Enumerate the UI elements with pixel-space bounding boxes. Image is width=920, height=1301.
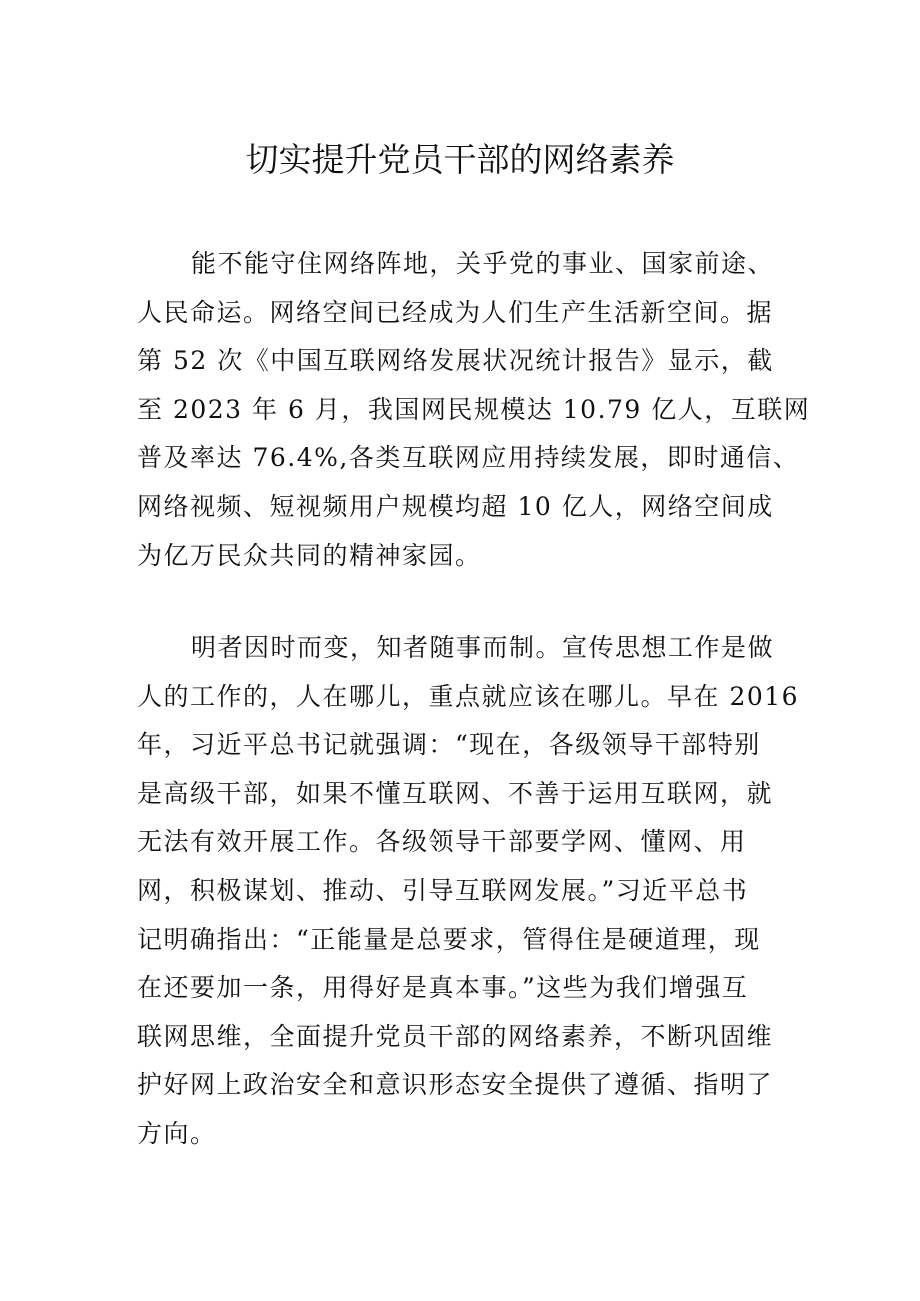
paragraph-line: 网络视频、短视频用户规模均超 10 亿人，网络空间成	[137, 491, 774, 521]
paragraph-line: 护好网上政治安全和意识形态安全提供了遵循、指明了	[137, 1070, 774, 1100]
paragraph-line: 无法有效开展工作。各级领导干部要学网、懂网、用	[137, 827, 747, 857]
paragraph-line: 记明确指出：“正能量是总要求，管得住是硬道理，现	[137, 924, 761, 954]
paragraph-line: 是高级干部，如果不懂互联网、不善于运用互联网，就	[137, 778, 774, 808]
paragraph-line: 人的工作的，人在哪儿，重点就应该在哪儿。早在 2016	[137, 681, 800, 711]
paragraph-line: 第 52 次《中国互联网络发展状况统计报告》显示，截	[137, 346, 774, 376]
paragraph-1	[137, 240, 811, 580]
paragraph-line: 普及率达 76.4%,各类互联网应用持续发展，即时通信、	[137, 443, 800, 473]
paragraph-line: 方向。	[137, 1118, 217, 1148]
paragraph-line: 网，积极谋划、推动、引导互联网发展。”习近平总书	[137, 875, 749, 905]
document-title: 切实提升党员干部的网络素养	[245, 140, 675, 179]
paragraph-line: 能不能守住网络阵地，关乎党的事业、国家前途、	[191, 249, 775, 278]
paragraph-line: 至 2023 年 6 月，我国网民规模达 10.79 亿人，互联网	[137, 394, 811, 424]
paragraph-line: 在还要加一条，用得好是真本事。”这些为我们增强互	[137, 973, 749, 1003]
paragraph-line: 年，习近平总书记就强调：“现在，各级领导干部特别	[137, 730, 761, 760]
paragraph-line: 为亿万民众共同的精神家园。	[137, 540, 482, 570]
paragraph-2	[137, 624, 800, 1159]
paragraph-line: 明者因时而变，知者随事而制。宣传思想工作是做	[191, 633, 775, 662]
paragraph-line: 联网思维，全面提升党员干部的网络素养，不断巩固维	[137, 1021, 774, 1051]
paragraph-line: 人民命运。网络空间已经成为人们生产生活新空间。据	[137, 297, 774, 327]
